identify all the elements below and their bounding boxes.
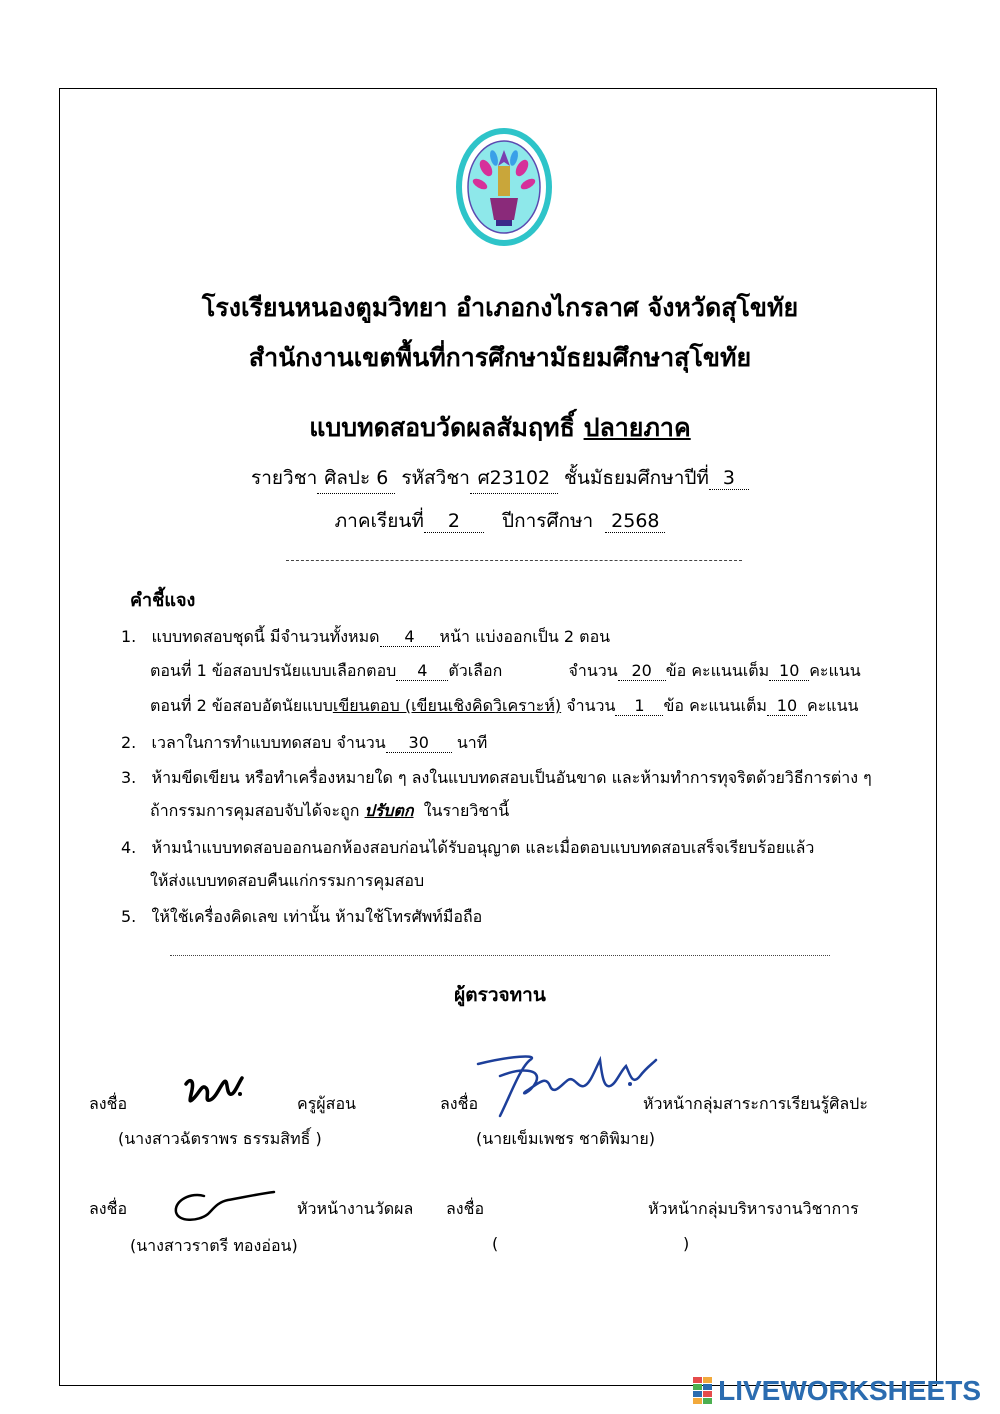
part-2-items: 1 xyxy=(615,696,663,716)
semester-line xyxy=(0,506,1000,536)
signature-2 xyxy=(470,1046,660,1126)
subject-label: รายวิชา xyxy=(251,467,318,489)
part-2-text: ข้อ คะแนนเต็ม xyxy=(663,696,767,715)
part-1-items: 20 xyxy=(618,661,666,681)
instruction-text: ถ้ากรรมการคุมสอบจับได้จะถูก xyxy=(150,801,360,820)
school-title: โรงเรียนหนองตูมวิทยา อำเภอกงไกรลาศ จังหวัดสุโขทัย xyxy=(201,293,799,322)
choices-value: 4 xyxy=(396,661,448,681)
instruction-4-cont: ให้ส่งแบบทดสอบคืนแก่กรรมการคุมสอบ xyxy=(150,871,425,890)
part-2-text: ตอนที่ 2 ข้อสอบอัตนัยแบบ xyxy=(150,696,333,715)
minutes-value: 30 xyxy=(386,733,452,753)
signature-3 xyxy=(168,1186,278,1226)
liveworksheets-icon xyxy=(693,1377,713,1405)
instruction-2 xyxy=(121,731,487,756)
sign-label-3: ลงชื่อ xyxy=(89,1199,128,1218)
watermark-text: LIVEWORKSHEETS xyxy=(718,1375,982,1406)
instruction-text: หน้า แบ่งออกเป็น 2 ตอน xyxy=(439,627,611,646)
reviewer-1-name: (นางสาวฉัตราพร ธรรมสิทธิ์ ) xyxy=(118,1129,322,1148)
instruction-3-cont xyxy=(150,799,509,824)
instruction-number: 4. xyxy=(121,838,137,857)
part-1-score: 10 xyxy=(769,661,809,681)
part-1-line xyxy=(150,659,861,684)
instruction-number: 1. xyxy=(121,627,137,646)
exam-title xyxy=(0,408,1000,448)
subject-value: ศิลปะ 6 xyxy=(317,463,395,494)
part-2-text: คะแนน xyxy=(806,696,859,715)
exam-term: ปลายภาค xyxy=(583,413,691,442)
office-title: สำนักงานเขตพื้นที่การศึกษามัธยมศึกษาสุโขทัย xyxy=(248,343,752,372)
reviewer-4-role: หัวหน้ากลุ่มบริหารงานวิชาการ xyxy=(648,1199,859,1218)
header-separator xyxy=(286,560,742,561)
exam-title-text: แบบทดสอบวัดผลสัมฤทธิ์ xyxy=(309,413,575,442)
instruction-text: ให้ใช้เครื่องคิดเลข เท่านั้น ห้ามใช้โทรศัพท์มือถือ xyxy=(151,907,483,926)
reviewer-1-role: ครูผู้สอน xyxy=(297,1094,356,1113)
instruction-number: 2. xyxy=(121,733,137,752)
year-value: 2568 xyxy=(605,510,665,533)
part-1-text: จำนวน xyxy=(568,661,618,680)
part-2-score: 10 xyxy=(767,696,807,716)
code-value: ศ23102 xyxy=(470,463,558,494)
watermark-logo xyxy=(693,1375,981,1407)
school-logo xyxy=(456,128,552,246)
part-1-text: ตอนที่ 1 ข้อสอบปรนัยแบบเลือกตอบ xyxy=(150,661,397,680)
grade-value: 3 xyxy=(709,467,749,490)
part-1-text: ข้อ คะแนนเต็ม xyxy=(665,661,770,680)
reviewer-3-name: (นางสาวราตรี ทองอ่อน) xyxy=(130,1236,298,1255)
grade-label: ชั้นมัธยมศึกษาปีที่ xyxy=(563,467,709,489)
part-2-line xyxy=(150,694,858,719)
instruction-5 xyxy=(121,905,482,930)
instruction-text: เวลาในการทำแบบทดสอบ จำนวน xyxy=(151,733,386,752)
instruction-text: แบบทดสอบชุดนี้ มีจำนวนทั้งหมด xyxy=(151,627,380,646)
instruction-number: 5. xyxy=(121,907,137,926)
reviewer-4-close: ) xyxy=(683,1234,690,1253)
subject-line xyxy=(0,463,1000,494)
signature-1 xyxy=(180,1070,250,1114)
reviewer-3-role: หัวหน้างานวัดผล xyxy=(297,1199,414,1218)
instruction-1 xyxy=(121,625,610,650)
instruction-4 xyxy=(121,836,814,861)
reviewer-2-name: (นายเข็มเพชร ชาติพิมาย) xyxy=(476,1129,655,1148)
instruction-3 xyxy=(121,766,872,791)
part-1-text: คะแนน xyxy=(809,661,861,680)
sign-label-2: ลงชื่อ xyxy=(440,1094,479,1113)
instructions-separator xyxy=(170,955,830,956)
reviewer-4-open: ( xyxy=(492,1234,499,1253)
sign-label-1: ลงชื่อ xyxy=(89,1094,128,1113)
reviewer-2-role: หัวหน้ากลุ่มสาระการเรียนรู้ศิลปะ xyxy=(643,1094,868,1113)
instructions-heading: คำชี้แจง xyxy=(130,590,196,611)
part-2-type: เขียนตอบ (เขียนเชิงคิดวิเคราะห์) xyxy=(332,696,562,715)
instruction-text: ห้ามขีดเขียน หรือทำเครื่องหมายใด ๆ ลงในแบบทดสอบเป็นอันขาด และห้ามทำการทุจริตด้วยวิธีการต่าง ๆ xyxy=(151,768,872,787)
code-label: รหัสวิชา xyxy=(401,467,470,489)
part-2-text: จำนวน xyxy=(566,696,616,715)
semester-label: ภาคเรียนที่ xyxy=(334,510,424,532)
reviewers-heading: ผู้ตรวจทาน xyxy=(454,984,546,1006)
instruction-text: ในรายวิชานี้ xyxy=(423,801,510,820)
penalty-text: ปรับตก xyxy=(364,801,414,820)
pages-value: 4 xyxy=(380,627,440,647)
part-1-text: ตัวเลือก xyxy=(448,661,503,680)
instruction-number: 3. xyxy=(121,768,137,787)
sign-label-4: ลงชื่อ xyxy=(446,1199,485,1218)
instruction-text: นาที xyxy=(456,733,488,752)
instruction-text: ห้ามนำแบบทดสอบออกนอกห้องสอบก่อนได้รับอนุญาต และเมื่อตอบแบบทดสอบเสร็จเรียบร้อยแล้ว xyxy=(151,838,815,857)
semester-value: 2 xyxy=(424,510,484,533)
year-label: ปีการศึกษา xyxy=(502,510,594,532)
